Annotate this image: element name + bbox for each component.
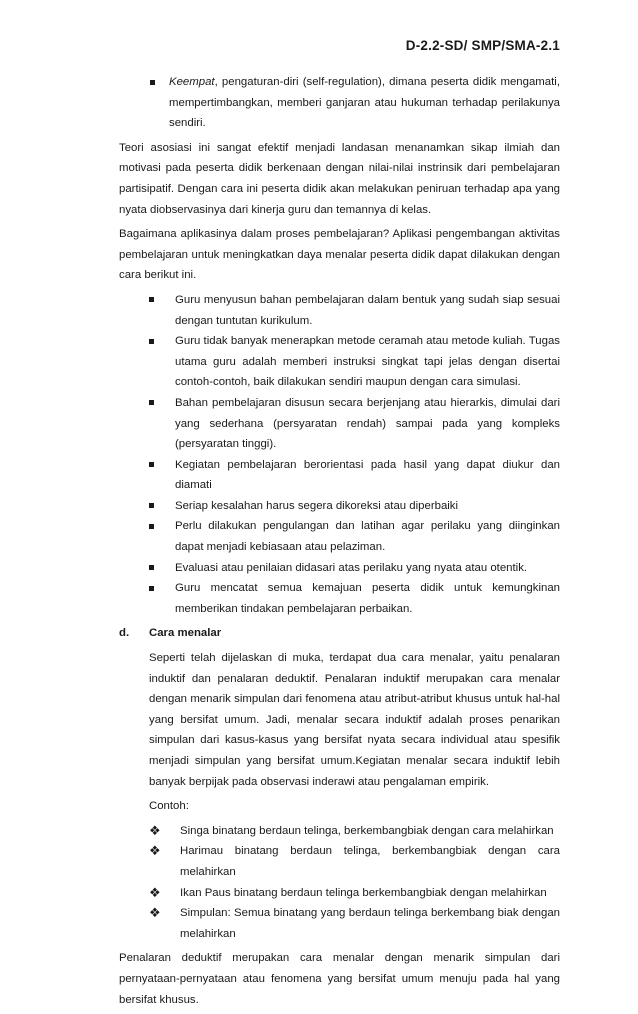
list-item: [119, 578, 560, 619]
diamond-bullet-icon: ❖: [149, 843, 161, 859]
list-item: [119, 821, 560, 842]
list-item: [119, 496, 560, 517]
list-item: [119, 841, 560, 882]
list-item-lead: Keempat: [169, 76, 215, 88]
list-item: [119, 903, 560, 944]
list-item-text: , pengaturan-diri (self-regulation), dimana peserta didik mengamati, mempertimbangkan, memberi ganjaran atau hukuman terhadap perilakunya sendiri.: [169, 76, 560, 130]
section-body: Seperti telah dijelaskan di muka, terdapat dua cara menalar, yaitu penalaran induktif dan penalaran deduktif. Penalaran induktif merupakan cara menalar dengan menarik simpulan dari fenomena atau atribut-atribut khusus untuk hal-hal yang bersifat umum. Jadi, menalar secara induktif adalah proses penarikan simpulan dari kasus-kasus yang bersifat nyata secara individual atau spesifik menjadi simpulan yang bersifat umum.Kegiatan menalar secara induktif lebih banyak berpijak pada observasi inderawi atau pengalaman empirik.: [149, 652, 560, 788]
square-bullet-icon: [149, 400, 154, 405]
paragraph: Teori asosiasi ini sangat efektif menjadi landasan menanamkan sikap ilmiah dan motivasi pada peserta didik berkenaan dengan nilai-nilai instrinsik dari pembelajaran partisipatif. Dengan cara ini peserta didik akan melakukan peniruan terhadap apa yang nyata diobservasinya dari kinerja guru dan temannya di kelas.: [119, 141, 560, 216]
diamond-bullet-icon: ❖: [149, 822, 161, 838]
square-bullet-icon: [149, 586, 154, 591]
list-item: [119, 393, 560, 455]
list-item-text: Guru tidak banyak menerapkan metode ceramah atau metode kuliah. Tugas utama guru adalah memberi instruksi singkat tapi jelas dengan disertai contoh-contoh, baik dilakukan sendiri maupun dengan cara simulasi.: [175, 335, 560, 389]
square-bullet-icon: [149, 503, 154, 508]
document-content: [119, 72, 560, 1014]
list-item-text: Evaluasi atau penilaian didasari atas perilaku yang nyata atau otentik.: [175, 561, 528, 574]
bullet-list-application: [119, 290, 560, 620]
document-code-header: D-2.2-SD/ SMP/SMA-2.1: [405, 38, 560, 53]
square-bullet-icon: [149, 565, 154, 570]
example-list: [119, 821, 560, 945]
list-item: [119, 883, 560, 904]
section-title: Cara menalar: [149, 627, 222, 640]
list-item: [119, 516, 560, 557]
section-heading: [119, 623, 560, 644]
square-bullet-icon: [150, 80, 155, 85]
list-item: [119, 72, 560, 134]
diamond-bullet-icon: ❖: [149, 905, 161, 921]
paragraph: Bagaimana aplikasinya dalam proses pembelajaran? Aplikasi pengembangan aktivitas pembelajaran untuk meningkatkan daya menalar peserta didik dapat dilakukan dengan cara berikut ini.: [119, 228, 560, 282]
contoh-label: Contoh:: [149, 800, 189, 813]
square-bullet-icon: [149, 339, 154, 344]
list-item-text: Guru menyusun bahan pembelajaran dalam bentuk yang sudah siap sesuai dengan tuntutan kurikulum.: [175, 293, 560, 327]
list-item-text: Perlu dilakukan pengulangan dan latihan agar perilaku yang diinginkan dapat menjadi kebiasaan atau pelaziman.: [175, 520, 560, 554]
square-bullet-icon: [149, 524, 154, 529]
list-item-text: Simpulan: Semua binatang yang berdaun telinga berkembang biak dengan melahirkan: [180, 907, 560, 940]
section-letter: d.: [119, 627, 130, 640]
list-item-text: Harimau binatang berdaun telinga, berkembangbiak dengan cara melahirkan: [180, 845, 560, 878]
bullet-list-top: [119, 72, 560, 134]
diamond-bullet-icon: ❖: [149, 884, 161, 900]
list-item-text: Singa binatang berdaun telinga, berkembangbiak dengan cara melahirkan: [180, 824, 554, 837]
list-item: [119, 290, 560, 331]
list-item: [119, 455, 560, 496]
list-item: [119, 331, 560, 393]
closing-paragraph: Penalaran deduktif merupakan cara menalar dengan menarik simpulan dari pernyataan-pernyataan atau fenomena yang bersifat umum menuju pada hal yang bersifat khusus.: [119, 952, 560, 1006]
list-item: [119, 558, 560, 579]
list-item-text: Bahan pembelajaran disusun secara berjenjang atau hierarkis, dimulai dari yang sederhana (persyaratan rendah) sampai pada yang kompleks (persyaratan tinggi).: [175, 396, 560, 451]
square-bullet-icon: [149, 297, 154, 302]
list-item-text: Seriap kesalahan harus segera dikoreksi atau diperbaiki: [175, 499, 459, 512]
list-item-text: Kegiatan pembelajaran berorientasi pada hasil yang dapat diukur dan diamati: [175, 458, 560, 492]
square-bullet-icon: [149, 462, 154, 467]
list-item-text: Guru mencatat semua kemajuan peserta didik untuk kemungkinan memberikan tindakan pembelajaran perbaikan.: [175, 582, 560, 615]
list-item-text: Ikan Paus binatang berdaun telinga berkembangbiak dengan melahirkan: [180, 886, 547, 899]
